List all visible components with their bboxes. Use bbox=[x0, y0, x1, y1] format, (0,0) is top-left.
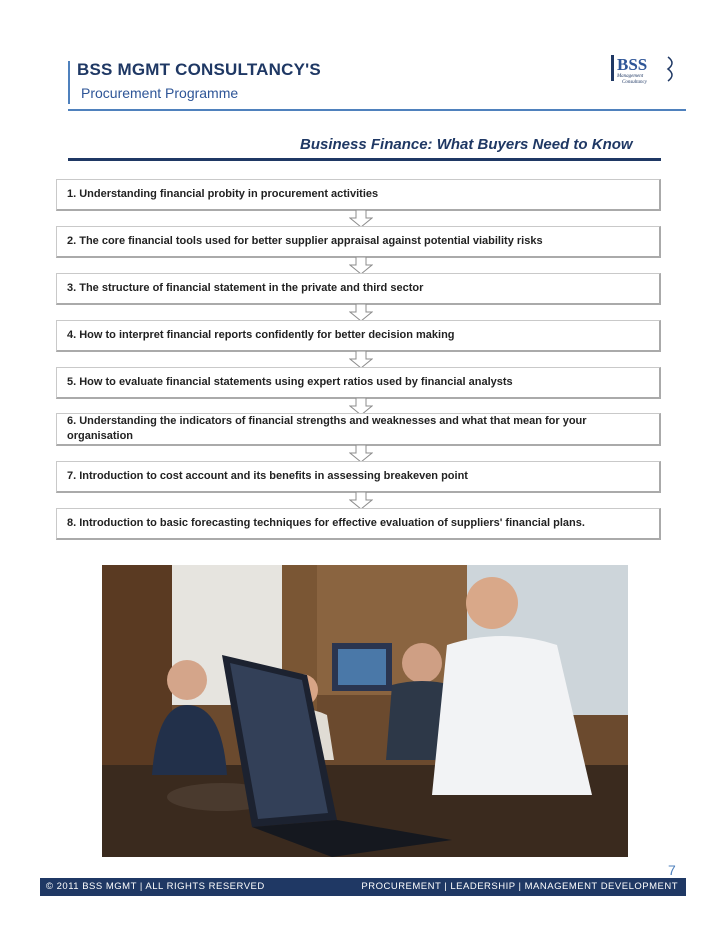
step-box: 5. How to evaluate financial statements using expert ratios used by financial analysts bbox=[56, 367, 661, 399]
footer-tagline: PROCUREMENT | LEADERSHIP | MANAGEMENT DEVELOPMENT bbox=[361, 881, 678, 892]
step-box: 3. The structure of financial statement in the private and third sector bbox=[56, 273, 661, 305]
footer-copyright: © 2011 BSS MGMT | ALL RIGHTS RESERVED bbox=[46, 881, 265, 892]
step-box: 8. Introduction to basic forecasting techniques for effective evaluation of suppliers' financial plans. bbox=[56, 508, 661, 540]
step-box: 2. The core financial tools used for better supplier appraisal against potential viability risks bbox=[56, 226, 661, 258]
header-accent-bar bbox=[68, 61, 70, 104]
step-box: 4. How to interpret financial reports confidently for better decision making bbox=[56, 320, 661, 352]
section-divider bbox=[68, 158, 661, 161]
step-box: 7. Introduction to cost account and its benefits in assessing breakeven point bbox=[56, 461, 661, 493]
programme-name: Procurement Programme bbox=[81, 85, 239, 101]
meeting-photo bbox=[102, 565, 628, 857]
svg-text:Management: Management bbox=[617, 74, 644, 79]
company-name: BSS MGMT CONSULTANCY'S bbox=[77, 60, 321, 79]
section-title: Business Finance: What Buyers Need to Know bbox=[300, 136, 633, 153]
step-box: 6. Understanding the indicators of financial strengths and weaknesses and what that mean for your organisation bbox=[56, 413, 661, 446]
footer-bar bbox=[40, 878, 686, 896]
logo-text: BSS bbox=[617, 55, 648, 74]
page-number: 7 bbox=[668, 862, 676, 878]
header-divider bbox=[68, 109, 686, 111]
bss-logo bbox=[610, 53, 678, 87]
svg-text:Consultancy: Consultancy bbox=[622, 80, 647, 85]
step-box: 1. Understanding financial probity in procurement activities bbox=[56, 179, 661, 211]
